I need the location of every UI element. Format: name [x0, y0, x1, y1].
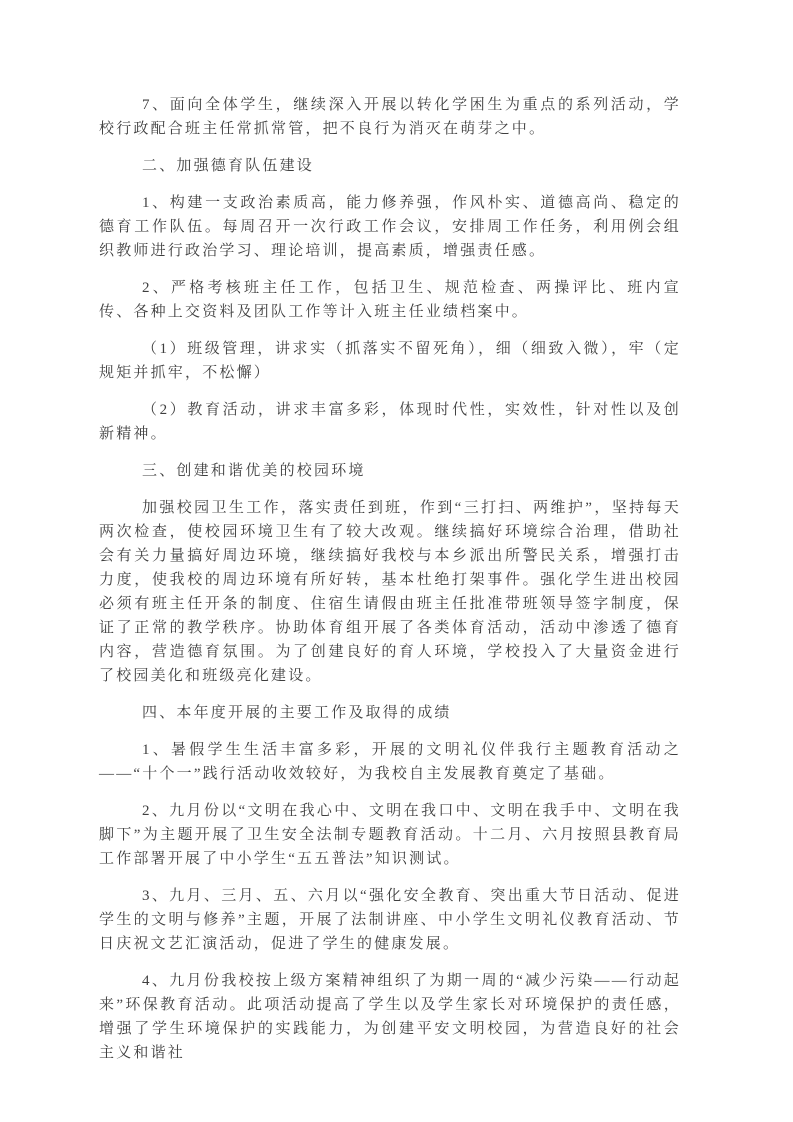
section-heading: 三、创建和谐优美的校园环境 [142, 463, 366, 479]
paragraph: 2、严格考核班主任工作，包括卫生、规范检查、两操评比、班内宣传、各种上交资料及团队工作等计入班主任业绩档案中。 [99, 280, 681, 320]
paragraph: 1、构建一支政治素质高，能力修养强，作风朴实、道德高尚、稳定的德育工作队伍。每周召开一次行政工作会议，安排周工作任务，利用例会组织教师进行政治学习、理论培训，提高素质，增强责任感。 [99, 195, 681, 259]
paragraph: （1）班级管理，讲求实（抓落实不留死角），细（细致入微），牢（定规矩并抓牢，不松懈） [99, 341, 681, 381]
paragraph: 7、面向全体学生，继续深入开展以转化学困生为重点的系列活动，学校行政配合班主任常抓常管，把不良行为消灭在萌芽之中。 [99, 97, 681, 137]
paragraph: 2、九月份以“文明在我心中、文明在我口中、文明在我手中、文明在我脚下”为主题开展了卫生安全法制专题教育活动。十二月、六月按照县教育局工作部署开展了中小学生“五五普法”知识测试。 [99, 803, 681, 867]
paragraph: 4、九月份我校按上级方案精神组织了为期一周的“减少污染——行动起来”环保教育活动。此项活动提高了学生以及学生家长对环境保护的责任感，增强了学生环境保护的实践能力，为创建平安文明校园，为营造良好的社会主义和谐社 [99, 973, 681, 1061]
document-body [99, 93, 681, 1065]
paragraph: 3、九月、三月、五、六月以“强化安全教育、突出重大节日活动、促进学生的文明与修养”主题，开展了法制讲座、中小学生文明礼仪教育活动、节日庆祝文艺汇演活动，促进了学生的健康发展。 [99, 888, 681, 952]
paragraph: （2）教育活动，讲求丰富多彩，体现时代性，实效性，针对性以及创新精神。 [99, 402, 681, 442]
section-heading: 四、本年度开展的主要工作及取得的成绩 [142, 705, 452, 721]
paragraph: 1、暑假学生生活丰富多彩，开展的文明礼仪伴我行主题教育活动之——“十个一”践行活动收效较好，为我校自主发展教育奠定了基础。 [99, 742, 681, 782]
paragraph: 加强校园卫生工作，落实责任到班，作到“三打扫、两维护”，坚持每天两次检查，使校园环境卫生有了较大改观。继续搞好环境综合治理，借助社会有关力量搞好周边环境，继续搞好我校与本乡派出所警民关系，增强打击力度，使我校的周边环境有所好转，基本杜绝打架事件。强化学生进出校园必须有班主任开条的制度、住宿生请假由班主任批准带班领导签字制度，保证了正常的教学秩序。协助体育组开展了各类体育活动，活动中渗透了德育内容，营造德育氛围。为了创建良好的育人环境，学校投入了大量资金进行了校园美化和班级亮化建设。 [99, 500, 681, 684]
section-heading: 二、加强德育队伍建设 [142, 158, 315, 174]
